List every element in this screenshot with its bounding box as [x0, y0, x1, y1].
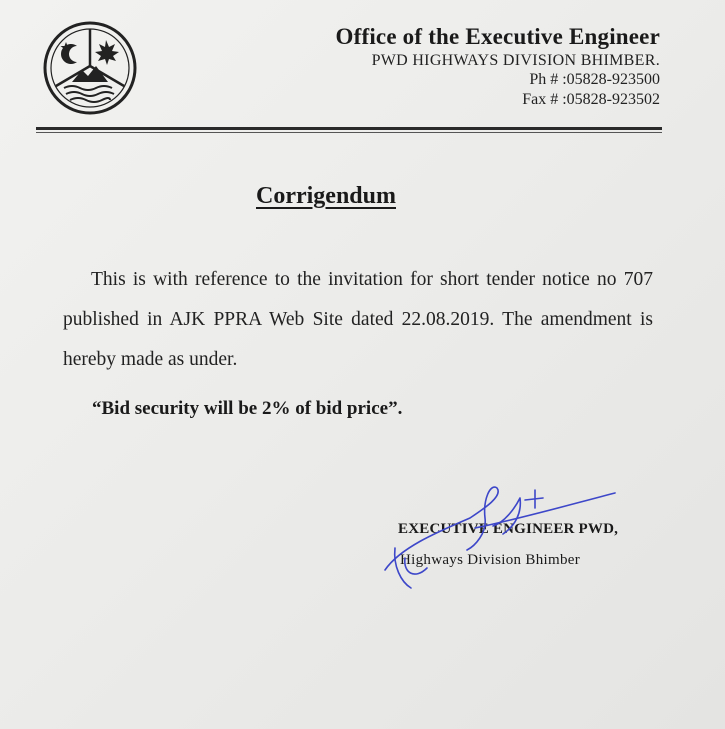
office-title: Office of the Executive Engineer — [335, 24, 660, 49]
amendment-quote: “Bid security will be 2% of bid price”. — [92, 398, 403, 419]
department-logo-icon — [42, 20, 138, 116]
body-paragraph: This is with reference to the invitation for short tender notice no 707 published in AJK PPRA Web Site dated 22.08.2019. The amendment is hereby made as under. — [63, 269, 653, 370]
document-heading: Corrigendum — [256, 183, 396, 209]
header-divider-thin — [36, 132, 662, 133]
handwritten-signature-icon — [375, 478, 625, 598]
fax-number: Fax # :05828-923502 — [522, 91, 660, 108]
phone-number: Ph # :05828-923500 — [529, 71, 660, 88]
header-divider — [36, 127, 662, 130]
signatory-office: Highways Division Bhimber — [400, 552, 580, 568]
division-name: PWD HIGHWAYS DIVISION BHIMBER. — [371, 52, 660, 69]
signatory-title: EXECUTIVE ENGINEER PWD, — [398, 521, 619, 537]
